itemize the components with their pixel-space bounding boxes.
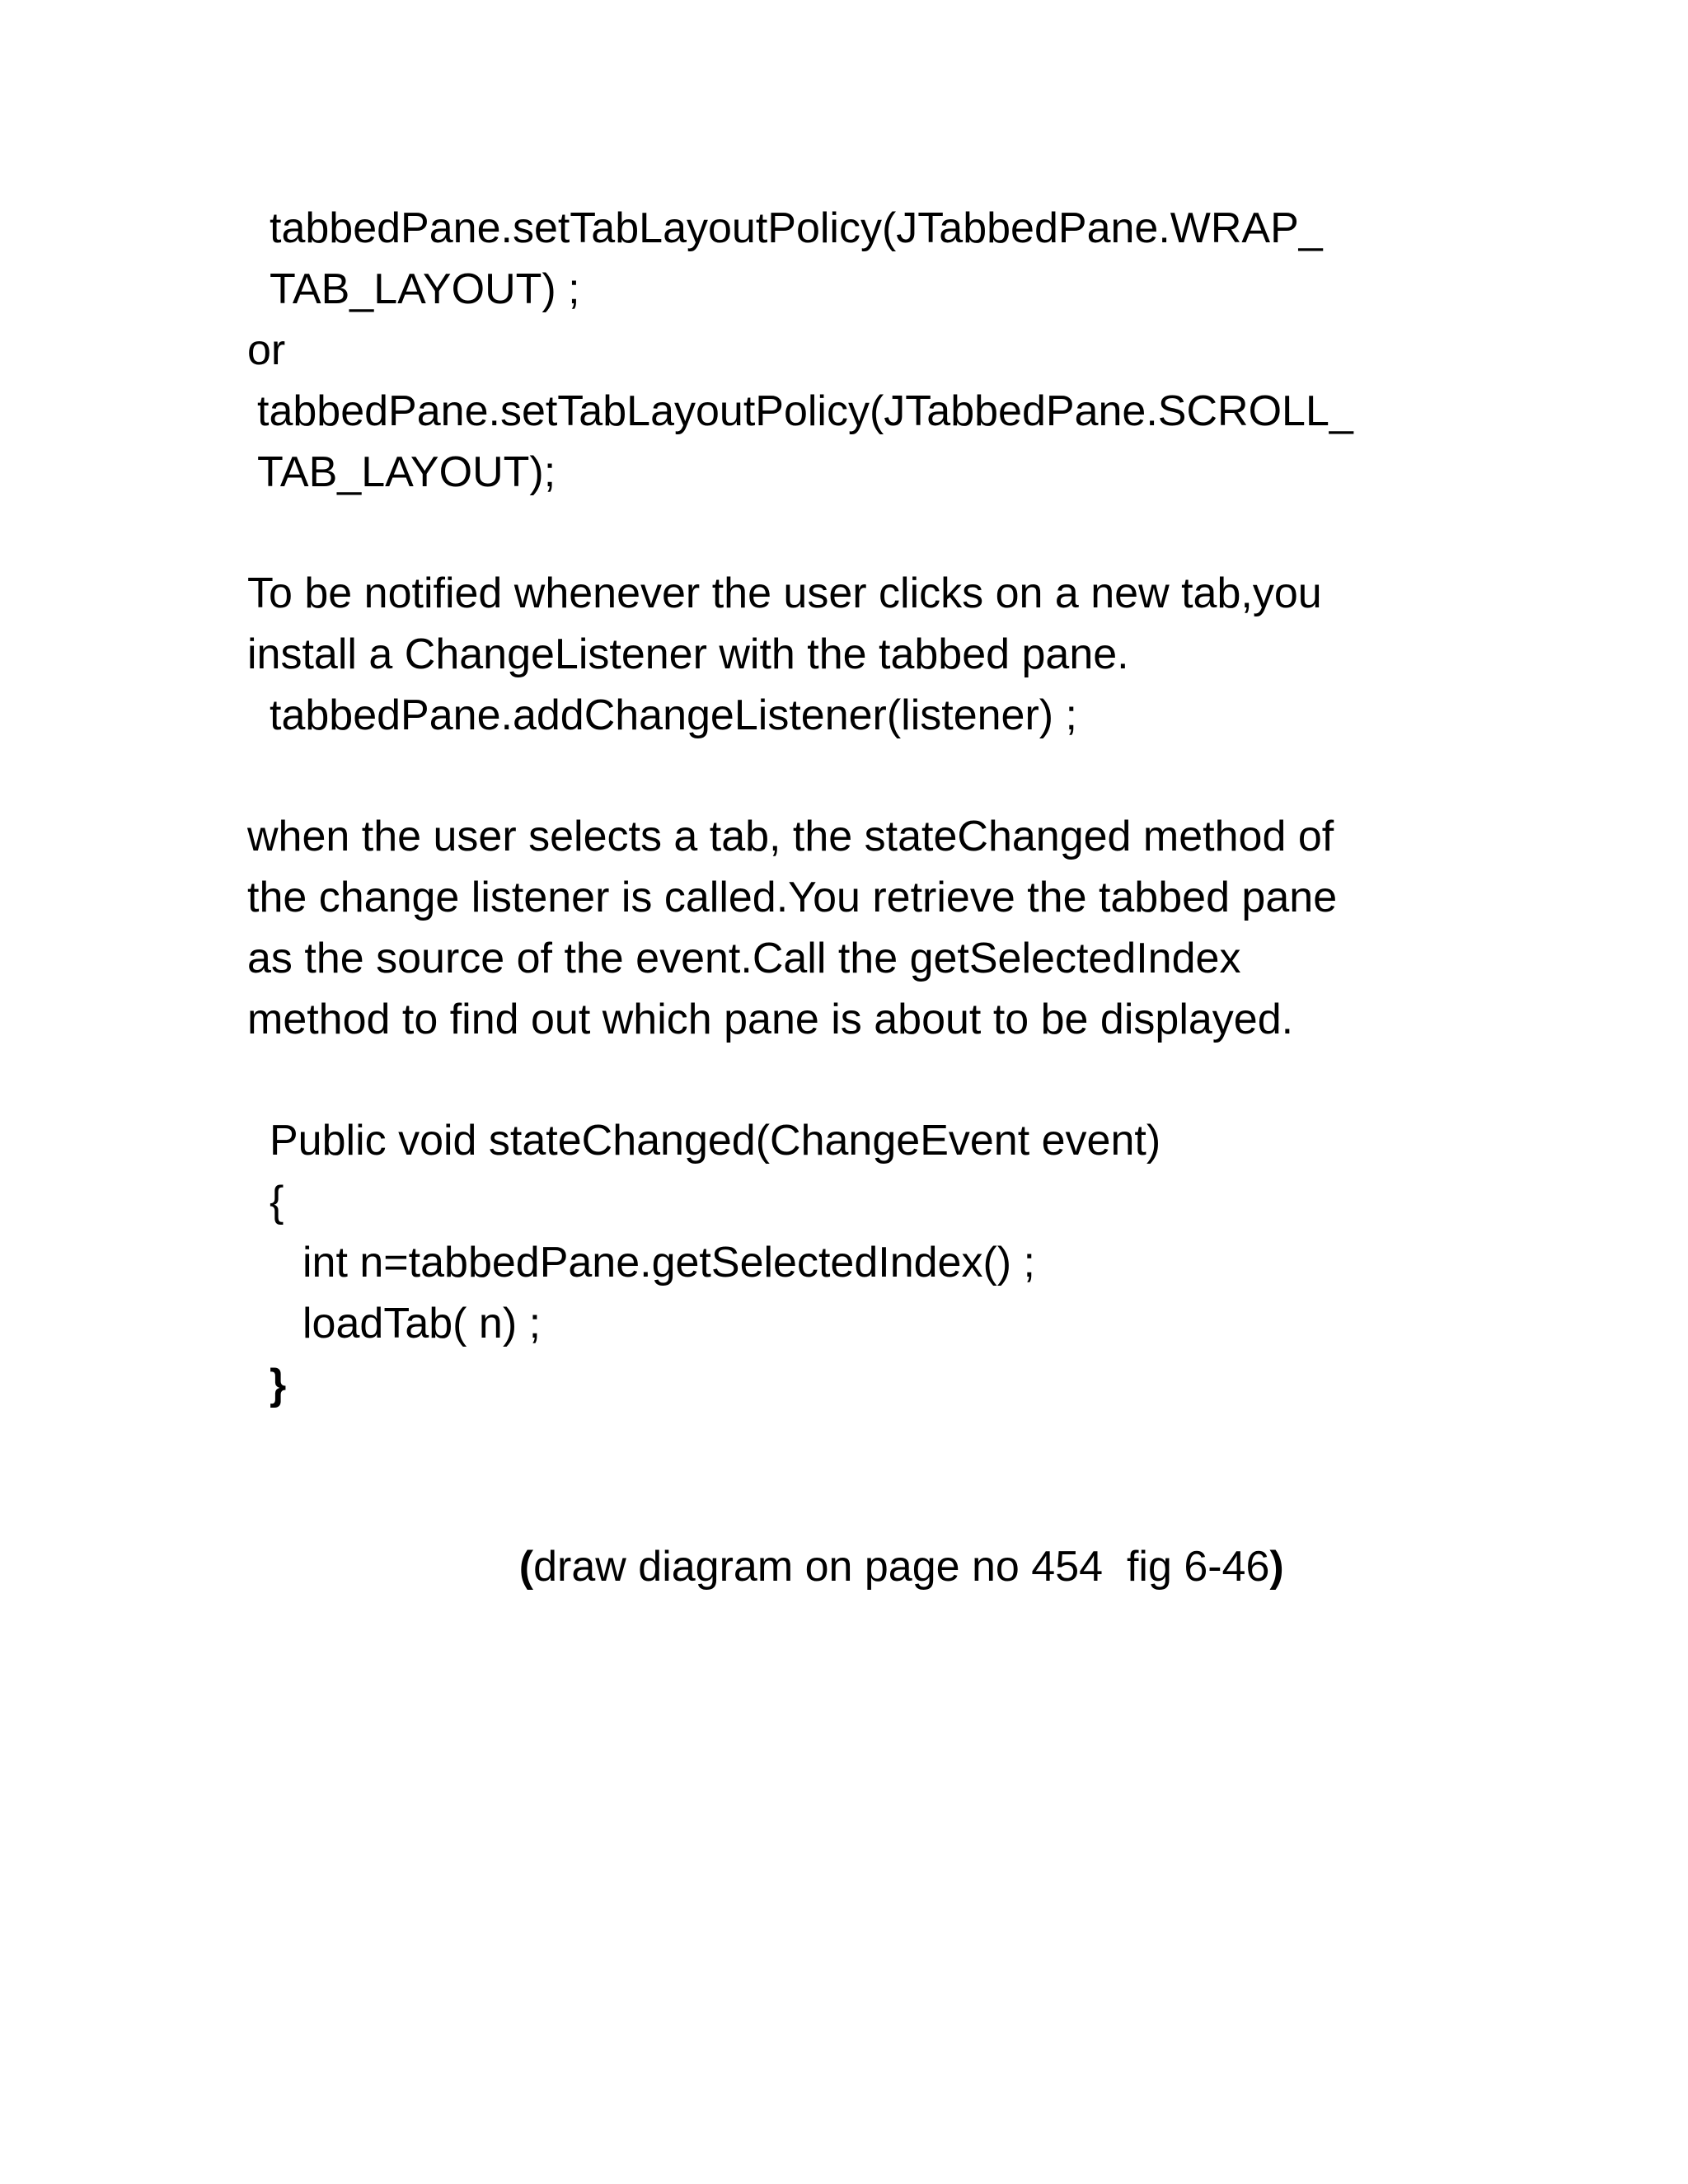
diagram-note-close-paren: ) [1269, 1543, 1284, 1591]
method-body-line-1: int n=tabbedPane.getSelectedIndex() ; [302, 1239, 1035, 1286]
diagram-note [471, 1475, 1284, 1658]
diagram-note-open-paren: ( [518, 1543, 534, 1591]
code-scroll-policy-line-1: tabbedPane.setTabLayoutPolicy(JTabbedPane.SCROLL_ [257, 387, 1353, 435]
code-wrap-policy-line-1: tabbedPane.setTabLayoutPolicy(JTabbedPane.WRAP_ [270, 204, 1323, 252]
or-text: or [247, 326, 286, 374]
code-scroll-policy-line-2: TAB_LAYOUT); [257, 448, 556, 496]
method-body-line-2: loadTab( n) ; [302, 1300, 542, 1347]
method-signature: Public void stateChanged(ChangeEvent event) [270, 1117, 1161, 1165]
method-open-brace: { [270, 1178, 284, 1226]
paragraph-2-line-4: method to find out which pane is about to be displayed. [247, 996, 1294, 1043]
code-add-change-listener: tabbedPane.addChangeListener(listener) ; [270, 691, 1078, 739]
diagram-note-text: draw diagram on page no 454 fig 6-46 [533, 1543, 1270, 1591]
paragraph-1-line-1: To be notified whenever the user clicks on a new tab,you [247, 569, 1322, 617]
code-wrap-policy-line-2: TAB_LAYOUT) ; [270, 265, 580, 313]
paragraph-2-line-2: the change listener is called.You retrieve the tabbed pane [247, 874, 1338, 921]
paragraph-2-line-1: when the user selects a tab, the stateChanged method of [247, 813, 1334, 860]
paragraph-1-line-2: install a ChangeListener with the tabbed pane. [247, 630, 1129, 678]
method-close-brace: } [270, 1361, 287, 1408]
paragraph-2-line-3: as the source of the event.Call the getSelectedIndex [247, 935, 1241, 982]
